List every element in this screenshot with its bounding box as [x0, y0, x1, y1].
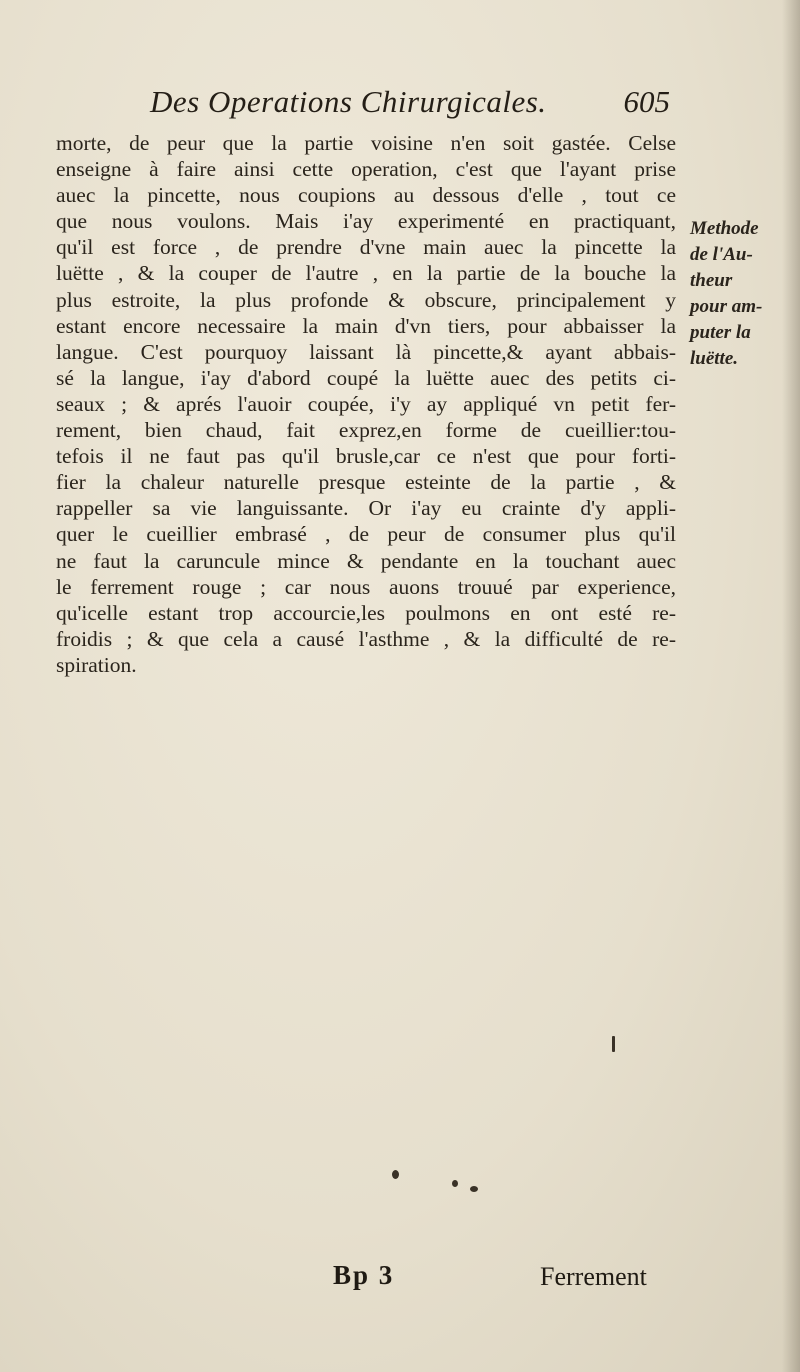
text-line: qu'icelle estant trop accourcie,les poulmons en ont esté re- — [56, 600, 676, 625]
running-head-title: Des Operations Chirurgicales. — [150, 84, 547, 119]
marginal-note-line: theur — [690, 270, 733, 292]
body-text — [56, 130, 676, 678]
ink-speck — [470, 1186, 478, 1192]
text-line: enseigne à faire ainsi cette operation, c'est que l'ayant prise — [56, 157, 676, 182]
text-line: fier la chaleur naturelle presque esteinte de la partie , & — [56, 470, 676, 495]
text-line: ne faut la caruncule mince & pendante en la touchant auec — [56, 548, 676, 573]
marginal-note-line: luëtte. — [690, 348, 739, 370]
text-line: que nous voulons. Mais i'ay experimenté en practiquant, — [56, 209, 676, 234]
marginal-note-line: pour am- — [690, 296, 763, 318]
text-line: sé la langue, i'ay d'abord coupé la luëtte auec des petits ci- — [56, 365, 676, 390]
ink-speck — [392, 1170, 399, 1179]
text-line: le ferrement rouge ; car nous auons trouué par experience, — [56, 574, 676, 599]
text-line: rappeller sa vie languissante. Or i'ay eu crainte d'y appli- — [56, 496, 676, 521]
signature-mark: Bp 3 — [333, 1260, 395, 1290]
text-line: quer le cueillier embrasé , de peur de consumer plus qu'il — [56, 522, 676, 547]
marginal-note-line: puter la — [690, 322, 751, 344]
catchword: Ferrement — [540, 1262, 647, 1291]
text-line: tefois il ne faut pas qu'il brusle,car ce n'est que pour forti- — [56, 444, 676, 469]
text-line: estant encore necessaire la main d'vn tiers, pour abbaisser la — [56, 313, 676, 338]
text-line: seaux ; & aprés l'auoir coupée, i'y ay appliqué vn petit fer- — [56, 391, 676, 416]
text-line: froidis ; & que cela a causé l'asthme , & la difficulté de re- — [56, 626, 676, 651]
text-line: qu'il est force , de prendre d'vne main auec la pincette la — [56, 235, 676, 260]
ink-speck — [452, 1180, 458, 1187]
page-edge-shadow — [782, 0, 800, 1372]
text-line: spiration. — [56, 652, 137, 677]
text-line: luëtte , & la couper de l'autre , en la partie de la bouche la — [56, 261, 676, 286]
text-line: morte, de peur que la partie voisine n'en soit gastée. Celse — [56, 131, 676, 155]
page-number: 605 — [623, 84, 670, 119]
ink-speck — [612, 1036, 615, 1052]
running-head — [150, 84, 670, 124]
text-line: plus estroite, la plus profonde & obscure, principalement y — [56, 287, 676, 312]
text-line: auec la pincette, nous coupions au dessous d'elle , tout ce — [56, 183, 676, 208]
text-line: rement, bien chaud, fait exprez,en forme de cueillier:tou- — [56, 418, 676, 443]
marginal-note-line: de l'Au- — [690, 244, 753, 266]
marginal-note — [690, 216, 800, 373]
text-line: langue. C'est pourquoy laissant là pincette,& ayant abbais- — [56, 339, 676, 364]
marginal-note-line: Methode — [690, 218, 759, 239]
